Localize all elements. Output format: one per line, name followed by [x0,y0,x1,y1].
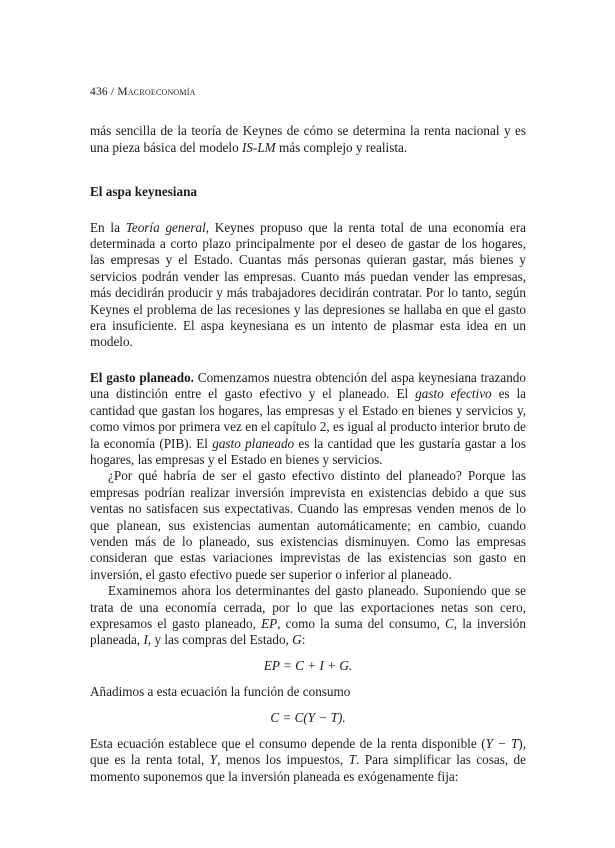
run-in-heading: El gasto planeado. [90,369,194,385]
text-run: , y las compras del Estado, [147,632,293,648]
text-run: Examinemos ahora los determinantes del gasto planeado. Suponiendo que se trata de una economía cerrada, por lo que las exportaciones netas son cero, expresamos el gasto planeado, [90,583,526,631]
text-run: más sencilla de la teoría de Keynes de cómo se determina la renta nacional y es una pieza básica del modelo [90,123,526,155]
text-run: . Para simplificar las cosas, de momento suponemos que la inversión planeada es exógenamente fija: [90,752,526,784]
var-c: C [445,615,454,631]
text-run: Comenzamos nuestra obtención del aspa keynesiana trazando una distinción entre el gasto efectivo y el planeado. El [90,369,526,402]
running-head-separator: / [107,86,118,98]
text-run: , como la suma del consumo, [277,615,445,631]
text-run: : [301,632,306,648]
text-run: , menos los impuestos, [217,752,349,768]
paragraph-existencias: ¿Por qué habría de ser el gasto efectivo distinto del planeado? Porque las empresas podrían realizar inversión imprevista en existencias debido a que sus ventas no satisfacen sus expectativas. Cuando las empresas venden menos de lo que planean, sus existencias aumentan automáticamente; en cambio, cuando venden más de lo planeado, sus existencias disminuyen. Como las empresas consideran que estas variaciones imprevistas de las existencias son gasto en inversión, el gasto efectivo puede ser superior o inferior al planeado. [90,468,526,582]
book-title: Macroeconomía [117,86,196,98]
text-run: Esta ecuación establece que el consumo depende de la renta disponible ( [90,736,486,751]
page-number: 436 [90,86,108,98]
var-y: Y [209,752,218,768]
paragraph-intro [90,123,526,156]
equation-planned-expenditure: EP = C + I + G. [263,657,353,673]
section-heading: El aspa keynesiana [90,184,197,200]
paragraph-gasto-planeado [90,370,526,468]
book-page [90,84,526,785]
term-gasto-efectivo: gasto efectivo [415,386,492,402]
book-reference: Teoría general [125,219,206,235]
model-name: IS-LM [241,139,276,155]
running-head [90,84,526,100]
var-i: I [143,632,148,648]
paragraph-renta-disponible [90,736,526,785]
paragraph-consumo: Añadimos a esta ecuación la función de consumo [90,684,351,700]
var-t: T [348,752,357,768]
var-ep: EP [261,615,278,631]
text-run: , la inversión planeada, [90,615,526,648]
text-run: más complejo y realista. [275,139,408,155]
var-disposable-income: Y − T [485,736,519,751]
text-run: En la [90,219,126,235]
text-run: , Keynes propuso que la renta total de una economía era determinada a corto plazo principalmente por el deseo de gastar de los hogares, las empresas y el Estado. Cuantas más personas quieran gastar, más bienes y servicios podrán vender las empresas. Cuanto más puedan vender las empresas, más decidirán producir y más trabajadores decidirán contratar. Por lo tanto, según Keynes el problema de las recesiones y las depresiones se hallaba en que el gasto era insuficiente. El aspa keynesiana es un intento de plasmar esta idea en un modelo. [90,219,526,350]
text-run: es la cantidad que gastan los hogares, las empresas y el Estado en bienes y servicios y, como vimos por primera vez en el capítulo 2, es igual al producto interior bruto de la economía (PIB). El [90,386,526,451]
paragraph-keynes [90,220,526,351]
var-g: G [292,632,302,648]
term-gasto-planeado: gasto planeado [212,435,295,451]
equation-consumption-function: C = C(Y − T). [270,709,346,725]
text-run: ), que es la renta total, [90,736,526,768]
text-run: es la cantidad que les gustaría gastar a los hogares, las empresas y el Estado en bienes y servicios. [90,435,526,467]
paragraph-determinantes [90,583,526,649]
